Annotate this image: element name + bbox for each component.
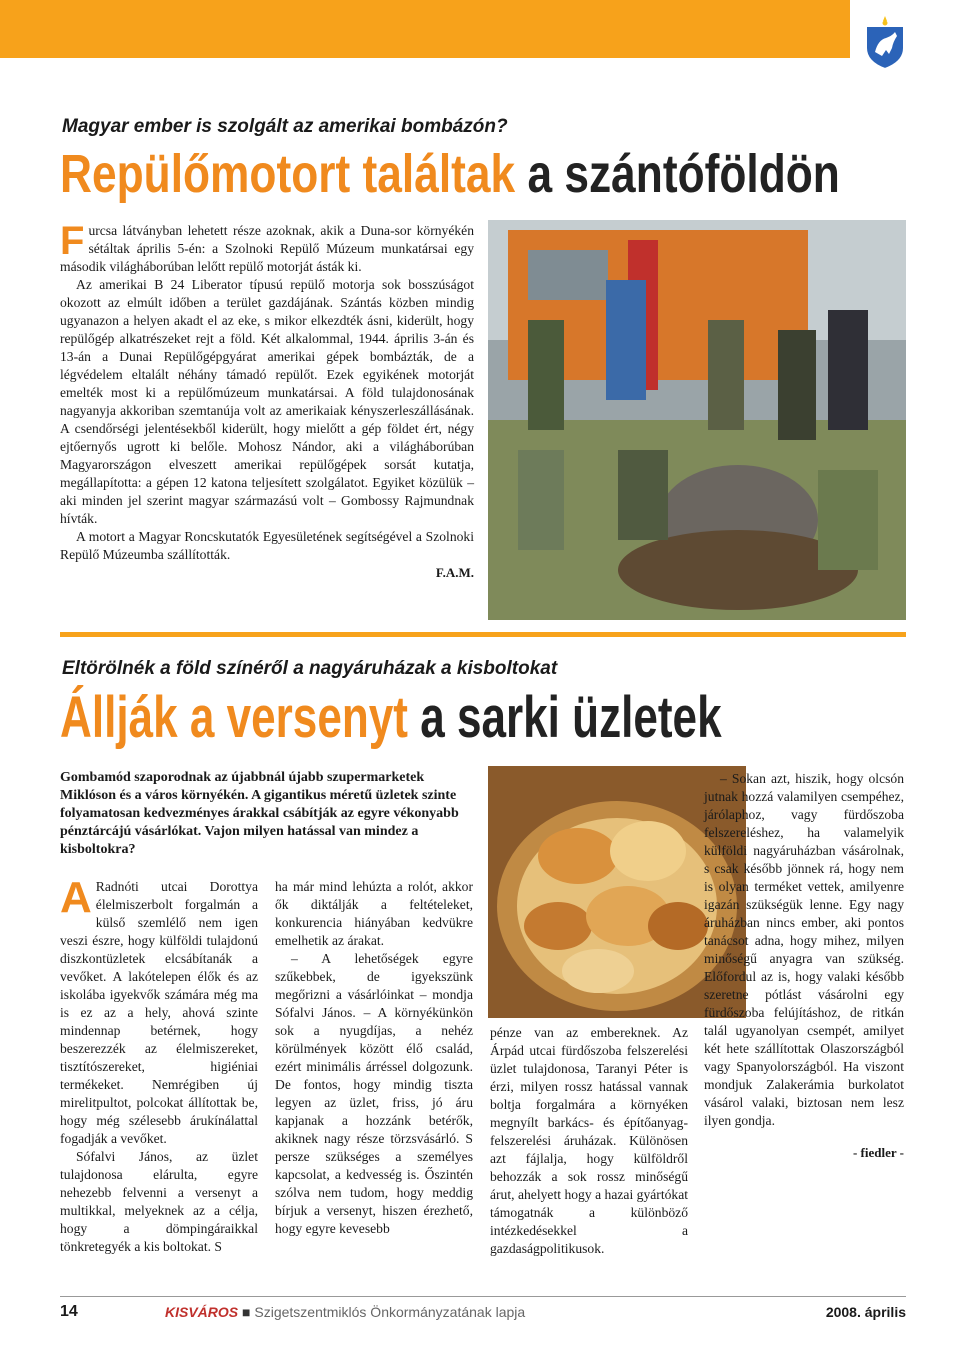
article1-dropcap: F <box>60 219 85 263</box>
article1-headline-black: a szántóföldön <box>515 144 840 204</box>
article2-headline-black: a sarki üzletek <box>407 685 722 750</box>
article2-signature: - fiedler - <box>852 1145 904 1160</box>
article1-signature: F.A.M. <box>435 565 474 580</box>
article1-headline <box>60 143 840 205</box>
article2-column-2 <box>275 878 473 1238</box>
article2-col2-paragraph-2: – A lehetőségek egyre szűkebbek, de igyekszünk megőrizni a vásárlóinkat – mondja Sófalvi János. – A környékünkön sok a nyugdíjas, a nehéz körülmények között élő család, ezért minimális árréssel dolgozunk. De fontos, hogy mindig tiszta legyen az üzlet, friss, jó áru kapjanak a hozzánk betérők, akiknek nagy része törzsvásárló. S persze szükséges a személyes kapcsolat, a kedvesség is. Őszintén szólva nem tudom, hogy meddig bírjuk a versenyt, hiszen érezhető, hogy egyre kevesebb <box>275 951 473 1236</box>
article2-col4-paragraph-1: – Sokan azt, hiszik, hogy olcsón jutnak hozzá valamilyen csempéhez, járólaphoz, vagy fürdőszoba felszereléshez, ha valamelyik külföldi nagyáruházban vásárolnak, s csak később jönnek rá, hogy nem is olyan terméket vettek, amilyenre igazán szükségük lenne. Egy nagy áruházban nincs ember, aki pontos tanácsot adna, hogy mihez, milyen minőségű anyagra van szükség. Előfordul az is, hogy valaki később szeretne pótlást vásárolni egy fürdőszoba felújításhoz, de ritkán talál ugyanolyan csempét, amilyet két hete szállítottak Olaszországból vagy Spanyolországból. Ha viszont mondjuk Zalakerámia burkolatot vásárol valaki, biztosan nem lesz ilyen gondja. <box>704 771 904 1128</box>
footer-masthead <box>165 1304 525 1320</box>
engine-excavation-photo <box>488 220 906 620</box>
article2-col3-paragraph-1: pénze van az embereknek. Az Árpád utcai fürdőszoba felszerelési üzlet tulajdonosa, Taranyi Péter is érzi, milyen rossz hatással vannak boltja forgalmára a környéken megnyílt barkács- és építőanyag-felszerelési áruházak. Különösen azt fájlalja, hogy külföldről behozzák a sok rossz minőségű árut, ahelyett hogy a hazai gyártókat támogatnák a különböző intézkedésekkel a gazdaságpolitikusok. <box>490 1025 688 1256</box>
city-crest-icon <box>862 14 908 70</box>
article2-col1-paragraph-2: Sófalvi János, az üzlet tulajdonosa elárulta, egyre nehezebb felvenni a versenyt a multikkal, melyeknek az a célja, hogy a dömpingáraikkal tönkretegyék a kis boltokat. S <box>60 1149 258 1254</box>
article1-headline-orange: Repülőmotort találtak <box>60 144 516 204</box>
article2-dropcap: A <box>60 873 92 922</box>
issue-date: 2008. április <box>825 1304 906 1320</box>
article2-col1-paragraph-1: Radnóti utcai Dorottya élelmiszerbolt forgalmán a külső szemlélő nem igen veszi észre, hogy külföldi tulajdonú diszkontüzletek elcsábítanák a vevőket. A lakótelepen élők és az iskolába igyekvők számára még ma is ez az a hely, ahová szinte mindennap betérnek, hogy beszerezzék az élelmiszereket, tisztítószereket, higiéniai termékeket. Nemrégiben új mirelitpultot, polcokat állítottak be, hogy még szélesebb árukínálattal fogadják a vevőket. <box>60 879 258 1146</box>
page-number: 14 <box>60 1303 78 1320</box>
top-orange-band <box>0 0 850 58</box>
footer-brand: KISVÁROS <box>165 1304 239 1320</box>
article2-column-4 <box>704 770 904 1162</box>
article2-kicker: Eltörölnék a föld színéről a nagyáruházak a kisboltokat <box>62 658 558 679</box>
article1-kicker: Magyar ember is szolgált az amerikai bombázón? <box>62 116 508 137</box>
article2-lead: Gombamód szaporodnak az újabbnál újabb szupermarketek Miklóson és a város környékén. A gigantikus méretű üzletek szinte folyamatosan kedvezményes árakkal csábítják az egyre vékonyabb pénztárcájú vásárlókat. Vajon milyen hatással van mindez a kisboltokra? <box>60 770 459 857</box>
article1-paragraph-1: urcsa látványban lehetett része azoknak, akik a Duna-sor környékén sétáltak április 5-én: a Szolnoki Repülő Múzeum munkatársai egy második világháborúban lelőtt repülő motorját ásták ki. <box>60 223 474 274</box>
article2-column-1 <box>60 873 258 1256</box>
footer-rule <box>60 1296 906 1297</box>
article2-column-3 <box>490 1024 688 1258</box>
article2-col2-paragraph-1: ha már mind lehúzta a rolót, akkor ők diktálják a feltételeket, konkurencia hiányában kedvükre emelhetik az árakat. <box>275 879 473 948</box>
section-divider <box>60 632 906 637</box>
footer-separator-icon: ■ <box>242 1304 251 1320</box>
article1-paragraph-2: Az amerikai B 24 Liberator típusú repülő motorja sok bosszúságot okozott az elmúlt időben a terület gazdájának. Szántás közben mindig ugyanazon a helyen akadt el az eke, s mikor elkezdték ásni, kiderült, hogy repülőgép alkatrészeket rejt a föld. Két alkalommal, 1944. április 3-án és 13-án a Dunai Repülőgépgyárat amerikai gépek bombázták, de a légvédelem eltalált néhány támadó repülőt. Ezek egyikének motorját emelték most ki a repülőmúzeum munkatársai. A föld tulajdonosának nagyanyja akkoriban szemtanúja volt az amerikaiak kényszerleszállásának. A csendőrségi jelentésekből kiderült, hogy mielőtt a gép földet ért, négy ejtőernyős ugrott ki belőle. Mohosz Nándor, aki a világháborúban Magyarországon elveszett amerikai repülőgépek sorsát kutatja, megállapította: a gépen 12 katona teljesített szolgálatot. Egyiket közülük – aki minden jel szerint magyar származású volt – Gombossy Rajmundnak hívták. <box>60 277 474 526</box>
article2-headline-orange: Állják a versenyt <box>60 685 408 750</box>
article1-body <box>60 219 474 582</box>
footer-subtitle: Szigetszentmiklós Önkormányzatának lapja <box>254 1304 526 1320</box>
article1-paragraph-3: A motort a Magyar Roncskutatók Egyesületének segítségével a Szolnoki Repülő Múzeumba szállították. <box>60 529 474 562</box>
article2-headline <box>60 684 722 751</box>
